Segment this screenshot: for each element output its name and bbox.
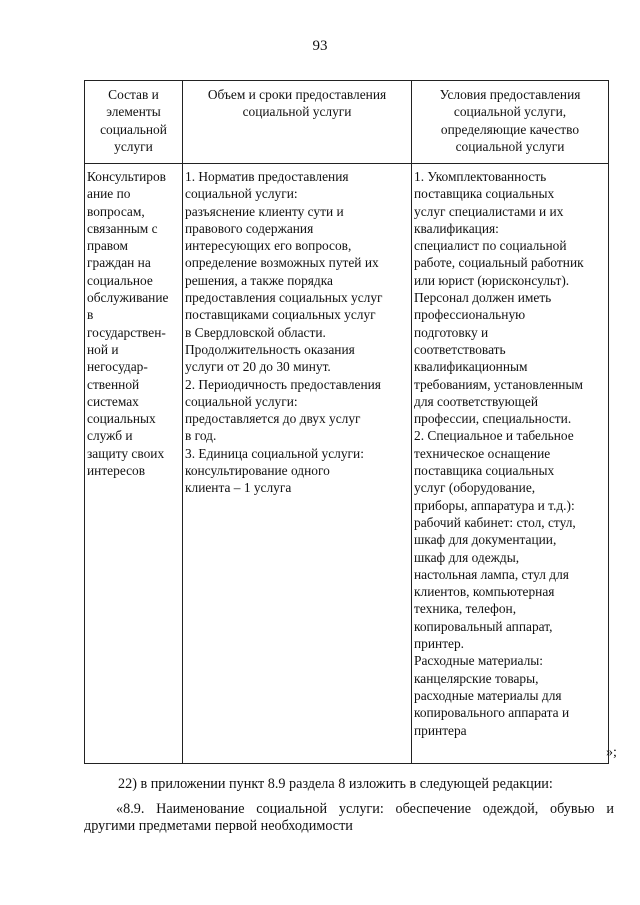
- heading-word: «8.9.: [116, 801, 145, 817]
- cell-line: копировальный аппарат,: [414, 618, 553, 634]
- header-line: социальной услуги,: [453, 104, 567, 120]
- table-header-row: [85, 81, 609, 164]
- heading-word: услуги:: [338, 801, 384, 817]
- cell-line: поставщика социальных: [414, 463, 555, 479]
- table-header-conditions: [412, 81, 609, 164]
- cell-line: приборы, аппаратура и т.д.):: [414, 497, 575, 513]
- cell-line: защиту своих: [87, 445, 165, 461]
- header-line: элементы: [106, 104, 161, 120]
- cell-line: консультирование одного: [185, 463, 330, 479]
- cell-line: работе, социальный работник: [414, 255, 584, 271]
- cell-line: профессии, специальности.: [414, 411, 572, 427]
- cell-line: настольная лампа, стул для: [414, 566, 569, 582]
- cell-line: для соответствующей: [414, 393, 538, 409]
- cell-line: квалификация:: [414, 220, 499, 236]
- cell-line: решения, а также порядка: [185, 272, 333, 288]
- cell-line: вопросам,: [87, 203, 145, 219]
- header-line: социальной: [100, 121, 167, 137]
- heading-word: обувью: [550, 801, 595, 817]
- cell-line: соответствовать: [414, 341, 506, 357]
- cell-line: 3. Единица социальной услуги:: [185, 445, 364, 461]
- header-line: социальной услуги: [455, 138, 565, 154]
- cell-line: социальное: [87, 272, 153, 288]
- cell-line: определение возможных путей их: [185, 255, 379, 271]
- cell-line: разъяснение клиенту сути и: [185, 203, 344, 219]
- cell-line: профессиональную: [414, 307, 526, 323]
- cell-line: Персонал должен иметь: [414, 290, 552, 306]
- cell-line: государствен-: [87, 324, 166, 340]
- cell-line: поставщиками социальных услуг: [185, 307, 376, 323]
- cell-line: рабочий кабинет: стол, стул,: [414, 514, 576, 530]
- paragraph-item-8-9-heading: [116, 801, 614, 818]
- cell-line: клиентов, компьютерная: [414, 584, 555, 600]
- cell-line: Продолжительность оказания: [185, 341, 355, 357]
- cell-line: связанным с: [87, 220, 158, 236]
- cell-line: интересов: [87, 463, 146, 479]
- heading-word: социальной: [256, 801, 328, 817]
- cell-line: Консультиров: [87, 169, 167, 184]
- cell-line: специалист по социальной: [414, 238, 567, 254]
- closing-quote: »;: [606, 745, 617, 760]
- cell-line: 2. Специальное и табельное: [414, 428, 574, 444]
- header-line: услуги: [114, 138, 153, 154]
- cell-line: услуги от 20 до 30 минут.: [185, 359, 331, 375]
- cell-line: подготовку и: [414, 324, 489, 340]
- cell-line: Расходные материалы:: [414, 653, 544, 669]
- cell-line: в год.: [185, 428, 217, 444]
- heading-word: Наименование: [156, 801, 245, 817]
- table-header-composition: [85, 81, 183, 164]
- cell-line: предоставляется до двух услуг: [185, 411, 361, 427]
- cell-line: шкаф для документации,: [414, 532, 557, 548]
- cell-line: шкаф для одежды,: [414, 549, 520, 565]
- cell-line: клиента – 1 услуга: [185, 480, 292, 496]
- cell-line: служб и: [87, 428, 133, 444]
- header-line: Условия предоставления: [439, 87, 581, 102]
- cell-line: системах: [87, 393, 139, 409]
- cell-line: 2. Периодичность предоставления: [185, 376, 381, 392]
- cell-line: в: [87, 307, 94, 323]
- cell-line: ственной: [87, 376, 140, 392]
- cell-line: социальной услуги:: [185, 393, 298, 409]
- cell-composition: [85, 164, 183, 764]
- paragraph-item-8-9-continuation: другими предметами первой необходимости: [84, 818, 353, 834]
- cell-line: услуг (оборудование,: [414, 480, 536, 496]
- cell-line: квалификационным: [414, 359, 528, 375]
- cell-line: расходные материалы для: [414, 687, 562, 703]
- cell-conditions: [412, 164, 609, 764]
- table-header-volume-terms: [183, 81, 412, 164]
- heading-word: одеждой,: [482, 801, 539, 817]
- cell-line: правового содержания: [185, 220, 314, 236]
- cell-line: социальной услуги:: [185, 186, 298, 202]
- cell-line: ание по: [87, 186, 131, 202]
- cell-line: принтер.: [414, 636, 465, 652]
- cell-line: интересующих его вопросов,: [185, 238, 352, 254]
- cell-line: граждан на: [87, 255, 151, 271]
- cell-line: правом: [87, 238, 128, 254]
- cell-line: поставщика социальных: [414, 186, 555, 202]
- cell-line: требованиям, установленным: [414, 376, 583, 392]
- cell-line: техническое оснащение: [414, 445, 551, 461]
- cell-line: негосудар-: [87, 359, 148, 375]
- social-service-table: [84, 80, 609, 764]
- cell-volume-terms: [183, 164, 412, 764]
- cell-line: обслуживание: [87, 290, 169, 306]
- cell-line: в Свердловской области.: [185, 324, 326, 340]
- cell-line: предоставления социальных услуг: [185, 290, 383, 306]
- cell-line: копировального аппарата и: [414, 705, 570, 721]
- header-line: определяющие качество: [440, 121, 580, 137]
- cell-line: или юрист (юрисконсульт).: [414, 272, 570, 288]
- cell-line: социальных: [87, 411, 156, 427]
- heading-word: обеспечение: [395, 801, 472, 817]
- header-line: социальной услуги: [242, 104, 352, 120]
- page-number: 93: [312, 38, 328, 54]
- cell-line: услуг специалистами и их: [414, 203, 564, 219]
- cell-line: принтера: [414, 722, 467, 738]
- header-line: Состав и: [108, 87, 159, 102]
- cell-line: техника, телефон,: [414, 601, 517, 617]
- cell-line: 1. Укомплектованность: [414, 169, 547, 184]
- cell-line: ной и: [87, 341, 119, 357]
- paragraph-amendment-22: 22) в приложении пункт 8.9 раздела 8 изложить в следующей редакции:: [118, 776, 553, 792]
- cell-line: канцелярские товары,: [414, 670, 539, 686]
- heading-word: и: [606, 801, 614, 817]
- table-row: [85, 164, 609, 764]
- cell-line: 1. Норматив предоставления: [185, 169, 349, 184]
- header-line: Объем и сроки предоставления: [207, 87, 387, 102]
